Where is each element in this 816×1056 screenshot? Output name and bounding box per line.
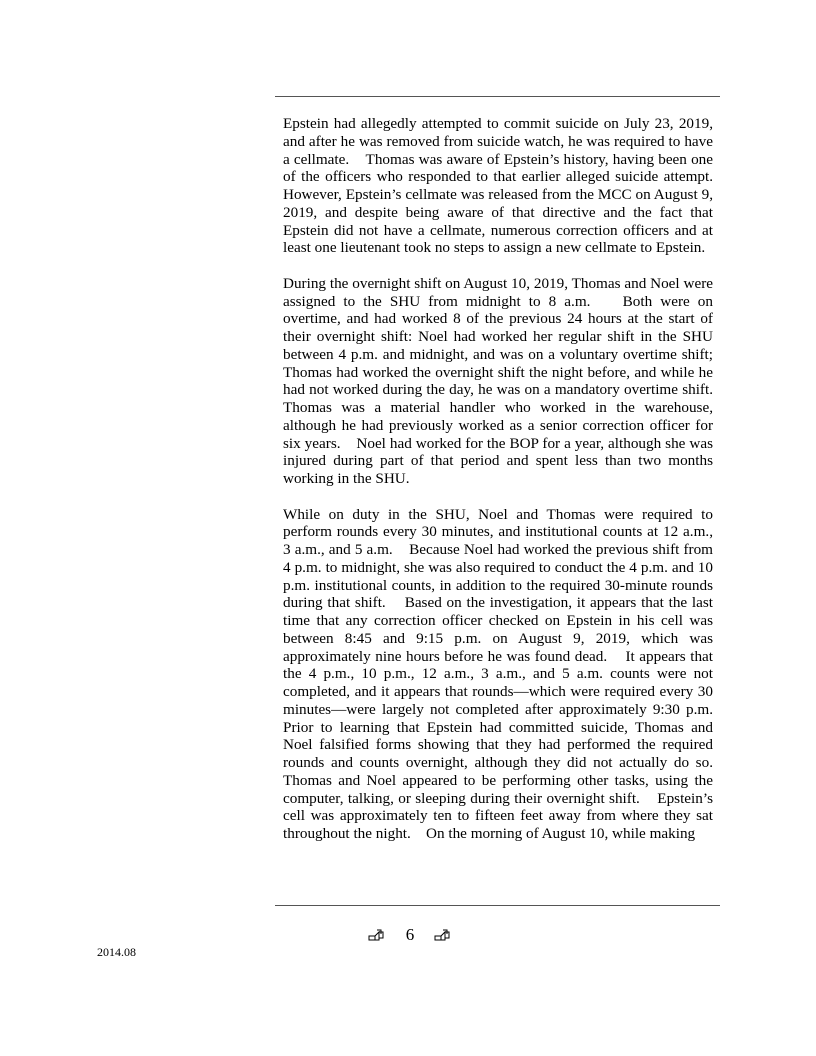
- page-ornament-right-icon: [434, 928, 452, 942]
- page-ornament-left-icon: [368, 928, 386, 942]
- footer-rule: [275, 905, 720, 906]
- header-rule: [275, 96, 720, 97]
- paragraph-rounds-counts: While on duty in the SHU, Noel and Thomas were required to perform rounds every 30 minutes, and institutional counts at 12 a.m., 3 a.m., and 5 a.m. Because Noel had worked the previous shift from 4 p.m. to midnight, she was also required to conduct the 4 p.m. and 10 p.m. institutional counts, in addition to the required 30-minute rounds during that shift. Based on the investigation, it appears that the last time that any correction officer checked on Epstein in his cell was between 8:45 and 9:15 p.m. on August 9, 2019, which was approximately nine hours before he was found dead. It appears that the 4 p.m., 10 p.m., 12 a.m., 3 a.m., and 5 a.m. counts were not completed, and it appears that rounds—which were required every 30 minutes—were largely not completed after approximately 9:30 p.m. Prior to learning that Epstein had committed suicide, Thomas and Noel falsified forms showing that they had performed the required rounds and counts overnight, although they did not actually do so. Thomas and Noel appeared to be performing other tasks, using the computer, talking, or sleeping during their overnight shift. Epstein’s cell was approximately ten to fifteen feet away from where they sat throughout the night. On the morning of August 10, while making: [283, 505, 729, 842]
- paragraph-cellmate: Epstein had allegedly attempted to commit suicide on July 23, 2019, and after he was removed from suicide watch, he was required to have a cellmate. Thomas was aware of Epstein’s history, having been one of the officers who responded to that earlier alleged suicide attempt. However, Epstein’s cellmate was released from the MCC on August 9, 2019, and despite being aware of that directive and the fact that Epstein did not have a cellmate, numerous correction officers and at least one lieutenant took no steps to assign a new cellmate to Epstein.: [283, 115, 729, 257]
- page-number: 6: [405, 925, 415, 944]
- form-version-code: 2014.08: [97, 945, 136, 959]
- document-body: [283, 115, 729, 861]
- paragraph-overnight-shift: During the overnight shift on August 10, 2019, Thomas and Noel were assigned to the SHU from midnight to 8 a.m. Both were on overtime, and had worked 8 of the previous 24 hours at the start of their overnight shift: Noel had worked her regular shift in the SHU between 4 p.m. and midnight, and was on a voluntary overtime shift; Thomas had worked the overnight shift the night before, and while he had not worked during the day, he was on a mandatory overtime shift. Thomas was a material handler who worked in the warehouse, although he had previously worked as a senior correction officer for six years. Noel had worked for the BOP for a year, although she was injured during part of that period and spent less than two months working in the SHU.: [283, 274, 729, 487]
- page-number-footer: [360, 925, 460, 945]
